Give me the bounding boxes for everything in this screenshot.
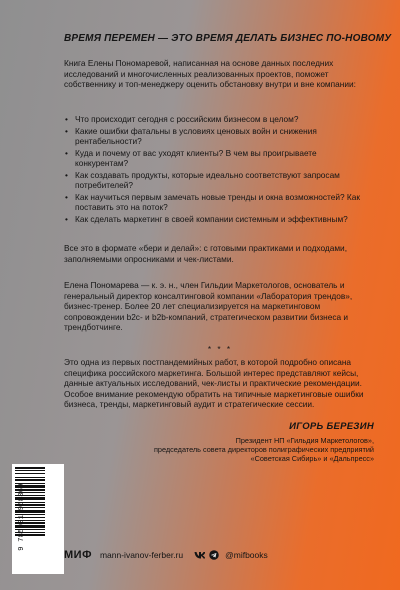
publisher-footer <box>64 548 268 562</box>
list-item-text: Как сделать маркетинг в своей компании системным и эффективным? <box>75 213 348 224</box>
reviewer-title: Президент НП «Гильдия Маркетологов», <box>235 436 374 445</box>
bullet-icon: • <box>65 125 68 136</box>
isbn-number: 9 785001 958369 <box>18 483 26 551</box>
headline: ВРЕМЯ ПЕРЕМЕН — ЭТО ВРЕМЯ ДЕЛАТЬ БИЗНЕС ПО-НОВОМУ <box>64 33 392 44</box>
list-item <box>64 114 364 125</box>
social-handle[interactable]: @mifbooks <box>225 550 268 560</box>
question-list <box>64 114 364 225</box>
list-item <box>64 192 364 213</box>
reviewer-name: ИГОРЬ БЕРЕЗИН <box>289 421 374 432</box>
bullet-icon: • <box>65 114 68 124</box>
list-item <box>64 148 364 169</box>
bullet-icon: • <box>65 169 68 180</box>
list-item-text: Что происходит сегодня с российским бизнесом в целом? <box>75 114 299 124</box>
list-item <box>64 170 364 191</box>
list-item <box>64 214 364 225</box>
reviewer-title: «Советская Сибирь» и «Дальпресс» <box>250 454 374 463</box>
list-item-text: Какие ошибки фатальны в условиях ценовых войн и снижения рентабельности? <box>75 125 317 146</box>
reviewer-title: председатель совета директоров полиграфических предприятий <box>153 445 374 454</box>
list-item <box>64 126 364 147</box>
telegram-icon[interactable] <box>209 550 219 560</box>
list-item-text: Куда и почему от вас уходят клиенты? В чем вы проигрываете конкурентам? <box>75 147 317 168</box>
bullet-icon: • <box>65 191 68 202</box>
bullet-icon: • <box>65 213 68 224</box>
website-link[interactable]: mann-ivanov-ferber.ru <box>99 550 184 560</box>
list-item-text: Как научиться первым замечать новые тренды и окна возможностей? Как поставить это на поток? <box>75 191 361 212</box>
section-separator: * * * <box>207 344 233 354</box>
list-item-text: Как создавать продукты, которые идеально соответствуют запросам потребителей? <box>75 169 340 190</box>
review-quote: Это одна из первых постпандемийных работ, в которой подробно описана специфика российского маркетинга. Большой интерес представляют кейсы, данные актуальных исследований, чек-листы и практические рекомендации. Особое внимание рекомендую обратить на типичные маркетинговые ошибки бизнеса, тренды, маркетинговый аудит и стратегические сессии. <box>64 357 364 409</box>
bullet-icon: • <box>65 147 68 158</box>
format-paragraph: Все это в формате «бери и делай»: с готовыми практиками и подходами, заполняемыми опросниками и чек-листами. <box>64 243 347 264</box>
author-bio: Елена Пономарева — к. э. н., член Гильдии Маркетологов, основатель и генеральный директор консалтинговой компании «Лаборатория трендов», бизнес-тренер. Более 20 лет специализируется на маркетинговом сопровождении b2c- и b2b-компаний, стратегическом развитии бизнеса и трендботчинге. <box>64 280 353 332</box>
vk-icon[interactable] <box>194 551 205 559</box>
intro-paragraph: Книга Елены Пономаревой, написанная на основе данных последних исследований и многочисленных реализованных проектов, поможет собственнику и топ-менеджеру оценить обстановку внутри и вне компании: <box>64 58 356 89</box>
publisher-logo: МИФ <box>64 549 92 561</box>
